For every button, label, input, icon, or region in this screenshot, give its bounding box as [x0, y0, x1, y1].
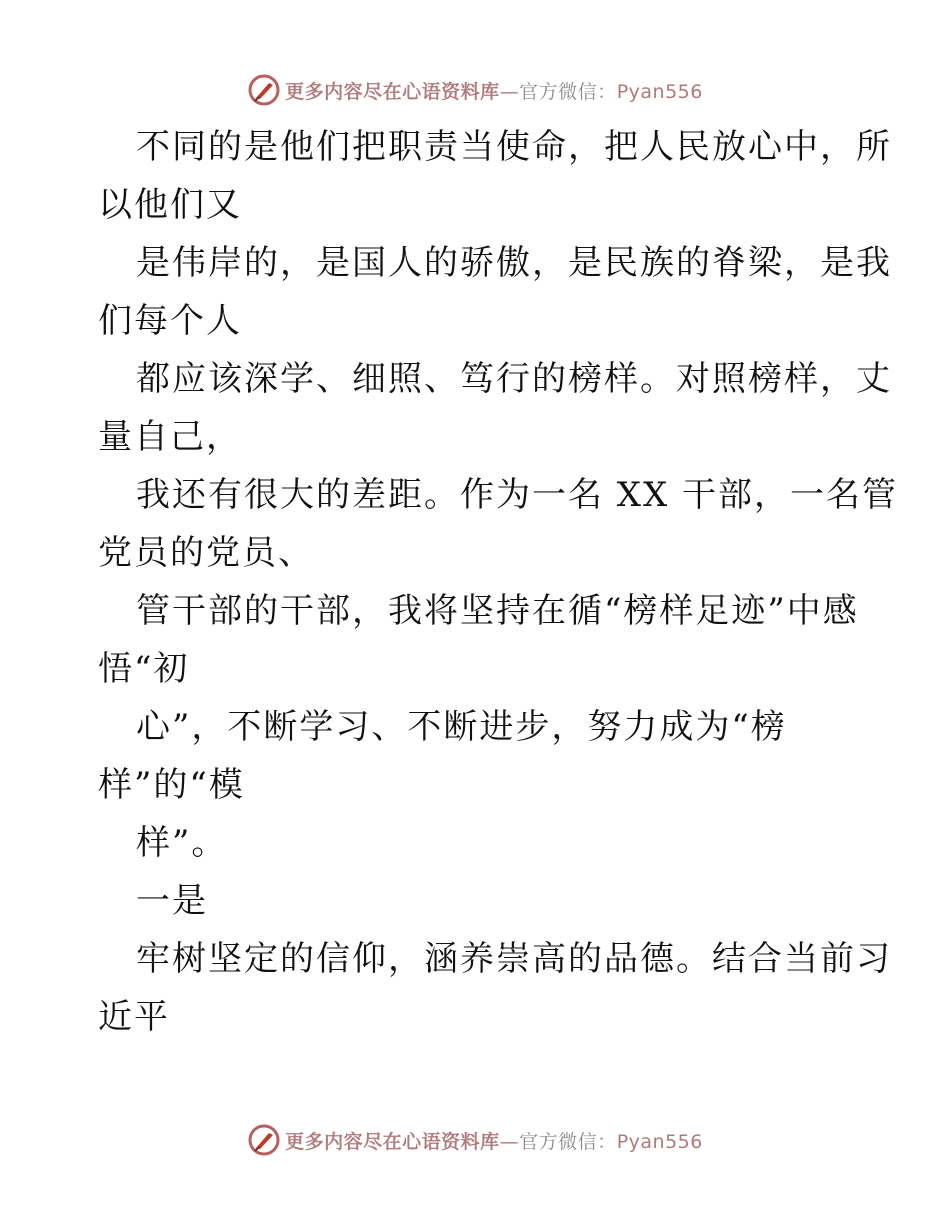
body-line: 党员的党员、: [98, 533, 314, 573]
footer-official-label: 官方微信：: [519, 1130, 617, 1153]
body-line: 牢树坚定的信仰，涵养崇高的品德。结合当前习: [136, 939, 892, 979]
header-text: [285, 77, 703, 104]
header-official-label: 官方微信：: [519, 80, 617, 103]
footer-banner: [0, 1120, 950, 1160]
footer-text: [285, 1127, 703, 1154]
header-wechat-id: Pyan556: [616, 80, 703, 103]
body-line: 心”，不断学习、不断进步，努力成为“榜: [136, 707, 787, 747]
body-line: 我还有很大的差距。作为一名 XX 干部，一名管: [136, 475, 899, 515]
body-line: 近平: [98, 997, 170, 1037]
body-line: 不同的是他们把职责当使命，把人民放心中，所: [136, 127, 892, 167]
quill-logo-icon: [247, 73, 281, 107]
body-line: 悟“初: [98, 649, 190, 689]
quill-logo-icon: [247, 1123, 281, 1157]
header-dash: —: [499, 80, 520, 103]
footer-brand: 更多内容尽在心语资料库: [285, 1130, 500, 1153]
body-line: 一是: [136, 881, 208, 921]
header-brand: 更多内容尽在心语资料库: [285, 80, 500, 103]
body-line: 们每个人: [98, 301, 242, 341]
body-line: 样”的“模: [98, 765, 245, 805]
body-line: 以他们又: [98, 185, 242, 225]
body-line: 量自己，: [98, 417, 242, 457]
footer-wechat-id: Pyan556: [616, 1130, 703, 1153]
header-banner: [0, 70, 950, 110]
body-line: 是伟岸的，是国人的骄傲，是民族的脊梁，是我: [136, 243, 892, 283]
body-line: 样”。: [136, 823, 228, 863]
body-line: 管干部的干部，我将坚持在循“榜样足迹”中感: [136, 591, 859, 631]
body-line: 都应该深学、细照、笃行的榜样。对照榜样，丈: [136, 359, 892, 399]
footer-dash: —: [499, 1130, 520, 1153]
